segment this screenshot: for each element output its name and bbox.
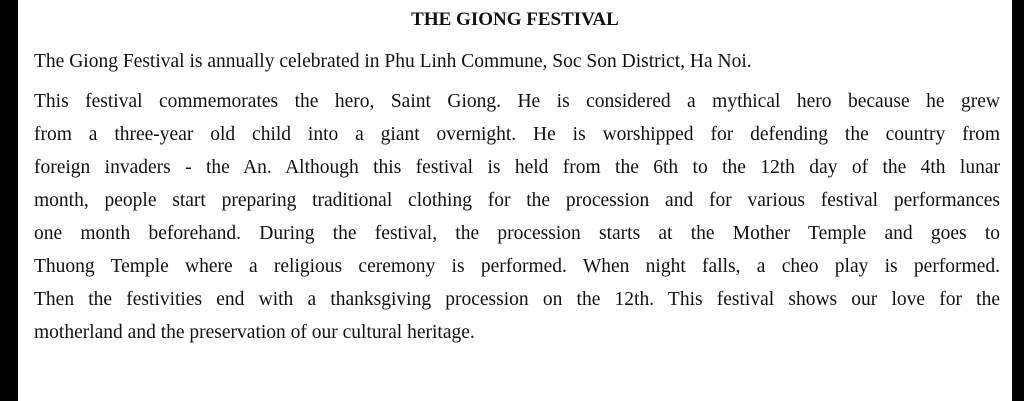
intro-paragraph: The Giong Festival is annually celebrated in Phu Linh Commune, Soc Son District, Ha Noi. — [34, 51, 752, 72]
paragraph-line: Then the festivities end with a thanksgiving procession on the 12th. This festival shows our love for the — [34, 289, 1000, 310]
document-title: THE GIONG FESTIVAL — [411, 9, 619, 30]
body-paragraph — [34, 85, 1000, 349]
paragraph-line: This festival commemorates the hero, Saint Giong. He is considered a mythical hero because he grew — [34, 91, 1000, 112]
paragraph-line: Thuong Temple where a religious ceremony is performed. When night falls, a cheo play is performed. — [34, 256, 1000, 277]
document-page — [18, 0, 1012, 401]
paragraph-line: motherland and the preservation of our cultural heritage. — [34, 322, 475, 343]
paragraph-line: one month beforehand. During the festival, the procession starts at the Mother Temple and goes to — [34, 223, 1000, 244]
paragraph-line: from a three-year old child into a giant overnight. He is worshipped for defending the country from — [34, 124, 1000, 145]
paragraph-line: month, people start preparing traditional clothing for the procession and for various festival performances — [34, 190, 1000, 211]
paragraph-line: foreign invaders - the An. Although this festival is held from the 6th to the 12th day of the 4th lunar — [34, 157, 1000, 178]
